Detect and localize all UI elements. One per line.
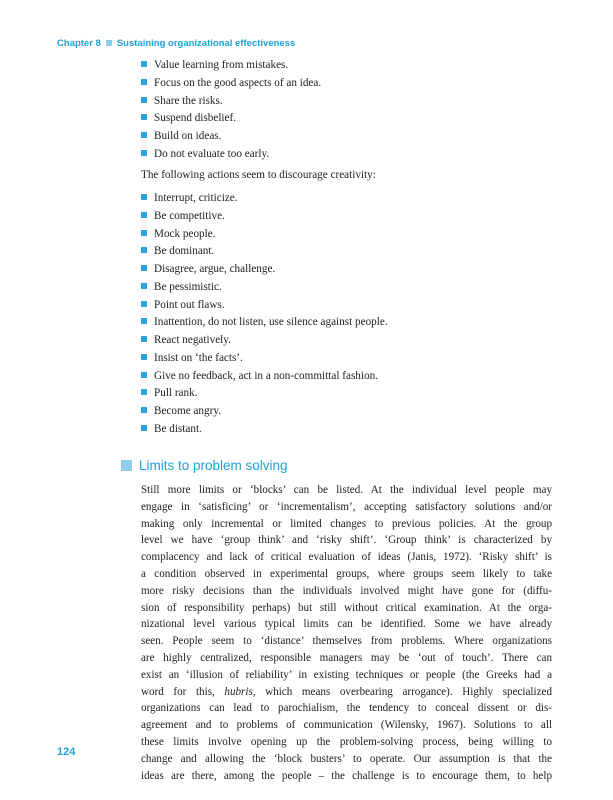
lead-sentence: The following actions seem to discourage creativity: [141,169,376,181]
list-item-text: Pull rank. [154,387,198,400]
body-line: these limits involve opening up the problem-solving process, being willing to [141,735,552,748]
body-line: organizations can lead to parochialism, the tendency to conceal dissent or dis- [141,702,552,715]
body-line: a condition observed in experimental groups, where groups seem likely to take [141,567,552,580]
list-item [141,368,388,386]
separator-square-icon [106,40,112,46]
bullet-square-icon [141,132,147,138]
body-line: change and allowing the ‘block busters’ to operate. Our assumption is that the [141,752,552,765]
bullet-square-icon [141,79,147,85]
list-item [141,350,388,368]
list-item [141,57,321,75]
list-item-text: Be pessimistic. [154,280,222,293]
list-item [141,110,321,128]
body-paragraph [141,482,552,784]
body-line: exist an ‘illusion of reliability’ in existing techniques or people (the Greeks had a [141,668,552,681]
list-item [141,297,388,315]
bullet-square-icon [141,283,147,289]
list-item-text: React negatively. [154,334,231,346]
list-item [141,403,388,421]
list-item-text: Value learning from mistakes. [154,59,289,71]
bullet-square-icon [141,425,147,431]
heading-square-icon [121,460,132,471]
list-item [141,208,388,226]
list-item-text: Interrupt, criticize. [154,192,238,204]
encourage-creativity-list [141,57,321,164]
list-item-text: Be distant. [154,422,202,435]
list-item-text: Mock people. [154,227,216,240]
list-item [141,385,388,403]
bullet-square-icon [141,354,147,360]
discourage-creativity-list [141,190,388,439]
list-item [141,314,388,332]
bullet-square-icon [141,212,147,218]
list-item-text: Point out flaws. [154,298,225,311]
list-item [141,146,321,164]
bullet-square-icon [141,389,147,395]
list-item [141,261,388,279]
list-item [141,226,388,244]
bullet-square-icon [141,336,147,342]
list-item-text: Suspend disbelief. [154,112,237,125]
list-item-text: Disagree, argue, challenge. [154,263,276,275]
chapter-label: Chapter 8 [57,38,101,49]
running-head [57,38,295,49]
bullet-square-icon [141,301,147,307]
list-item [141,128,321,146]
body-line: making only incremental or limited changes to previous policies. At the group [141,517,552,530]
list-item-text: Build on ideas. [154,130,222,142]
body-line: engage in ‘satisficing’ or ‘incrementalism’, accepting satisfactory solutions and/or [141,500,552,513]
list-item [141,190,388,208]
list-item-text: Be dominant. [154,245,215,258]
section-heading [121,458,288,473]
body-line: Still more limits or ‘blocks’ can be listed. At the individual level people may [141,484,552,496]
body-line: level we have ‘group think’ and ‘risky shift’. ‘Group think’ is characterized by [141,534,552,547]
body-line: sion of responsibility perhaps) but still without critical examination. At the orga- [141,601,552,614]
list-item-text: Share the risks. [154,94,223,107]
list-item [141,421,388,439]
bullet-square-icon [141,230,147,236]
bullet-square-icon [141,318,147,324]
bullet-square-icon [141,61,147,67]
bullet-square-icon [141,247,147,253]
bullet-square-icon [141,194,147,200]
bullet-square-icon [141,407,147,413]
list-item-text: Insist on ‘the facts’. [154,351,243,364]
list-item [141,332,388,350]
list-item [141,279,388,297]
body-line: nizational level various typical limits can be identified. Some we have already [141,618,552,631]
body-line: seen. People seem to ‘distance’ themselves from problems. Where organizations [141,635,552,648]
bullet-square-icon [141,150,147,156]
list-item-text: Do not evaluate too early. [154,147,270,160]
list-item-text: Become angry. [154,405,221,417]
body-line: are highly centralized, responsible managers may be ‘out of touch’. There can [141,651,552,664]
list-item-text: Be competitive. [154,209,225,222]
bullet-square-icon [141,97,147,103]
list-item-text: Inattention, do not listen, use silence against people. [154,316,388,329]
list-item [141,93,321,111]
list-item-text: Give no feedback, act in a non-committal fashion. [154,369,378,382]
bullet-square-icon [141,372,147,378]
bullet-square-icon [141,265,147,271]
list-item [141,75,321,93]
list-item [141,243,388,261]
page-number: 124 [57,746,76,758]
body-line: complacency and lack of critical evaluation of ideas (Janis, 1972). ‘Risky shift’ is [141,551,552,564]
body-line: agreement and to problems of communication (Wilensky, 1967). Solutions to all [141,719,552,732]
body-line: more risky decisions than the individuals involved might have gone for (diffu- [141,584,552,597]
list-item-text: Focus on the good aspects of an idea. [154,76,322,89]
chapter-title: Sustaining organizational effectiveness [116,38,296,49]
bullet-square-icon [141,114,147,120]
section-heading-text: Limits to problem solving [139,458,288,473]
body-line: word for this, hubris, which means overbearing arrogance). Highly specialized [141,685,552,698]
body-line: ideas are there, among the people – the challenge is to encourage them, to help [141,769,552,782]
